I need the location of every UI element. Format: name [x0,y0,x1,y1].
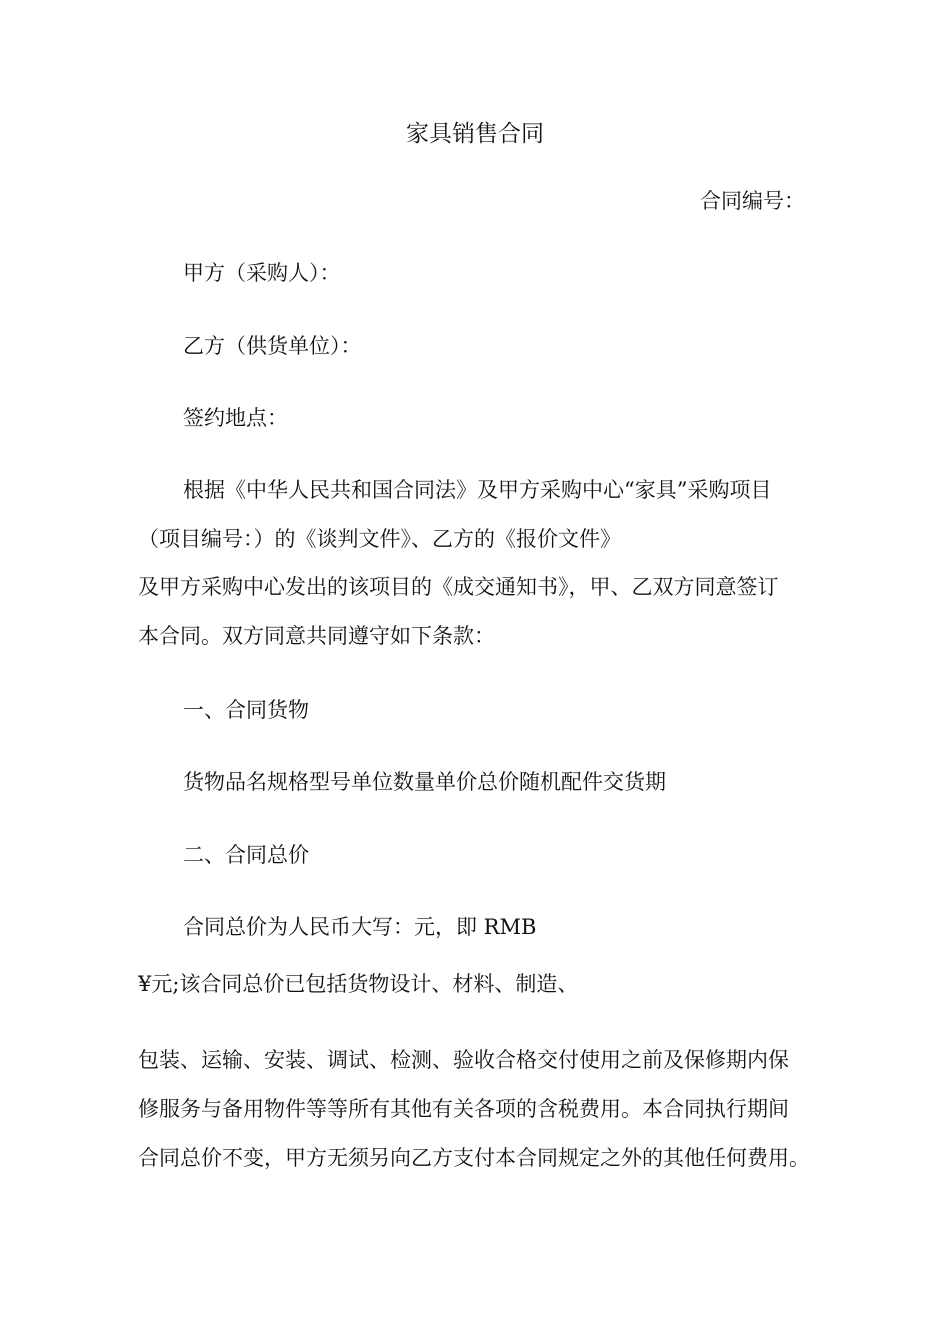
document-title: 家具销售合同 [406,121,544,147]
party-a-label: 甲方（采购人）： [183,261,341,285]
goods-table-header: 货物品名规格型号单位数量单价总价随机配件交货期 [183,770,666,794]
intro-line: 根据《中华人民共和国合同法》及甲方采购中心“家具”采购项目 [183,478,772,502]
section-heading-goods: 一、合同货物 [183,698,309,722]
price-detail-line: 包装、运输、安装、调试、检测、验收合格交付使用之前及保修期内保 [138,1048,789,1072]
intro-line: 本合同。双方同意共同遵守如下条款： [138,624,495,648]
party-b-label: 乙方（供货单位）： [183,334,362,358]
price-line: ¥元;该合同总价已包括货物设计、材料、制造、 [138,972,579,996]
contract-number-label: 合同编号： [700,189,805,213]
intro-line: 及甲方采购中心发出的该项目的《成交通知书》，甲、乙双方同意签订 [138,575,779,599]
price-detail-line: 合同总价不变，甲方无须另向乙方支付本合同规定之外的其他任何费用。 [138,1146,810,1170]
intro-line: （项目编号：）的《谈判文件》、乙方的《报价文件》 [138,527,621,551]
price-detail-line: 修服务与备用物件等等所有其他有关各项的含税费用。本合同执行期间 [138,1097,789,1121]
price-line: 合同总价为人民币大写：元，即 RMB [183,915,537,939]
section-heading-price: 二、合同总价 [183,843,309,867]
signing-place-label: 签约地点： [183,406,288,430]
